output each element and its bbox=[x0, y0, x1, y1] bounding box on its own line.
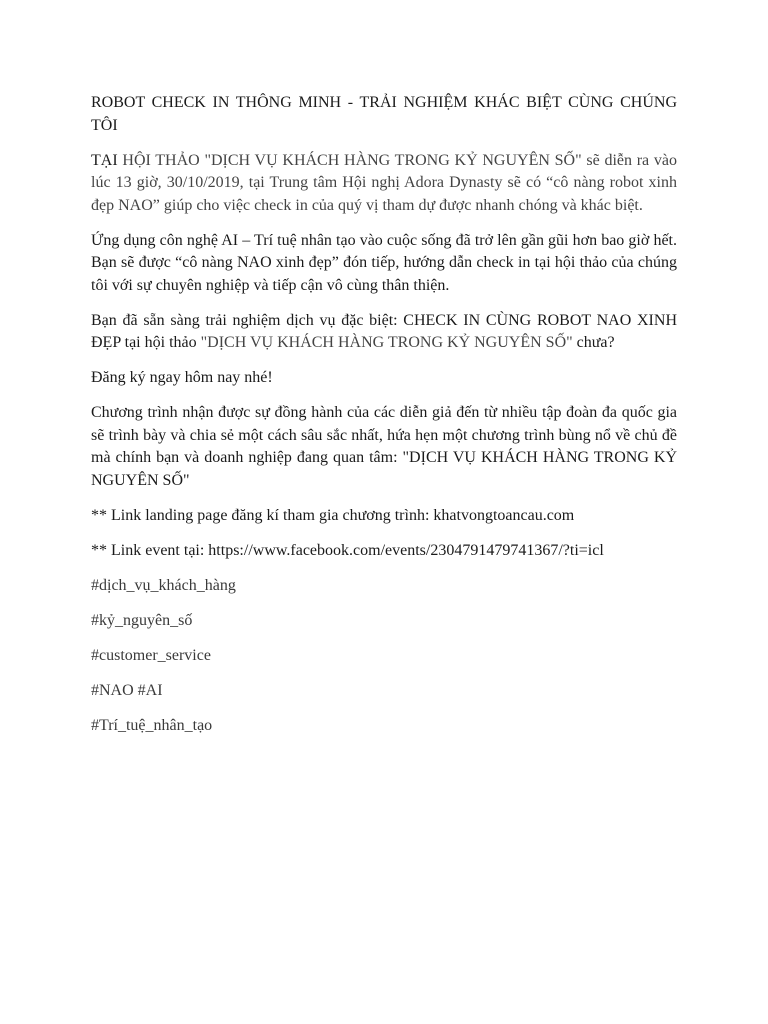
hashtag: #NAO #AI bbox=[91, 681, 163, 699]
ready-highlight: "DỊCH VỤ KHÁCH HÀNG TRONG KỶ NGUYÊN SỐ" bbox=[200, 334, 573, 351]
event-link-line: ** Link event tại: https://www.facebook.com/events/2304791479741367/?ti=icl bbox=[91, 541, 604, 559]
hashtag: #customer_service bbox=[91, 646, 211, 664]
ready-start: Bạn đã sẵn sàng trải nghiệm dịch vụ đặc biệt: CHECK IN CÙNG ROBOT NAO XINH ĐẸP tại hội thảo bbox=[91, 311, 677, 351]
ready-end: chưa? bbox=[572, 334, 615, 351]
hashtag: #Trí_tuệ_nhân_tạo bbox=[91, 716, 213, 734]
program-paragraph: Chương trình nhận được sự đồng hành của các diễn giả đến từ nhiều tập đoàn đa quốc gia sẽ trình bày và chia sẻ một cách sâu sắc nhất, hứa hẹn một chương trình bùng nổ về chủ đề mà chính bạn và doanh nghiệp đang quan tâm: "DỊCH VỤ KHÁCH HÀNG TRONG KỶ NGUYÊN SỐ" bbox=[91, 404, 677, 489]
intro-lead: TẠI bbox=[91, 151, 118, 169]
landing-link-line: ** Link landing page đăng kí tham gia chương trình: khatvongtoancau.com bbox=[91, 506, 575, 524]
intro-paragraph bbox=[91, 150, 677, 218]
ready-paragraph bbox=[91, 310, 677, 355]
intro-body: HỘI THẢO "DỊCH VỤ KHÁCH HÀNG TRONG KỶ NGUYÊN SỐ" sẽ diễn ra vào lúc 13 giờ, 30/10/2019, tại Trung tâm Hội nghị Adora Dynasty sẽ có “cô nàng robot xinh đẹp NAO” giúp cho việc check in của quý vị tham dự được nhanh chóng và khác biệt. bbox=[91, 151, 677, 214]
hashtag: #dịch_vụ_khách_hàng bbox=[91, 576, 236, 594]
document-title: ROBOT CHECK IN THÔNG MINH - TRẢI NGHIỆM KHÁC BIỆT CÙNG CHÚNG TÔI bbox=[91, 94, 677, 134]
hashtag-list bbox=[91, 575, 677, 738]
hashtag: #kỷ_nguyên_số bbox=[91, 611, 193, 629]
register-paragraph: Đăng ký ngay hôm nay nhé! bbox=[91, 369, 273, 386]
ai-paragraph: Ứng dụng côn nghệ AI – Trí tuệ nhân tạo vào cuộc sống đã trở lên gần gũi hơn bao giờ hết. Bạn sẽ được “cô nàng NAO xinh đẹp” đón tiếp, hướng dẫn check in tại hội thảo của chúng tôi với sự chuyên nghiệp và tiếp cận vô cùng thân thiện. bbox=[91, 231, 677, 294]
document-page bbox=[91, 92, 677, 750]
